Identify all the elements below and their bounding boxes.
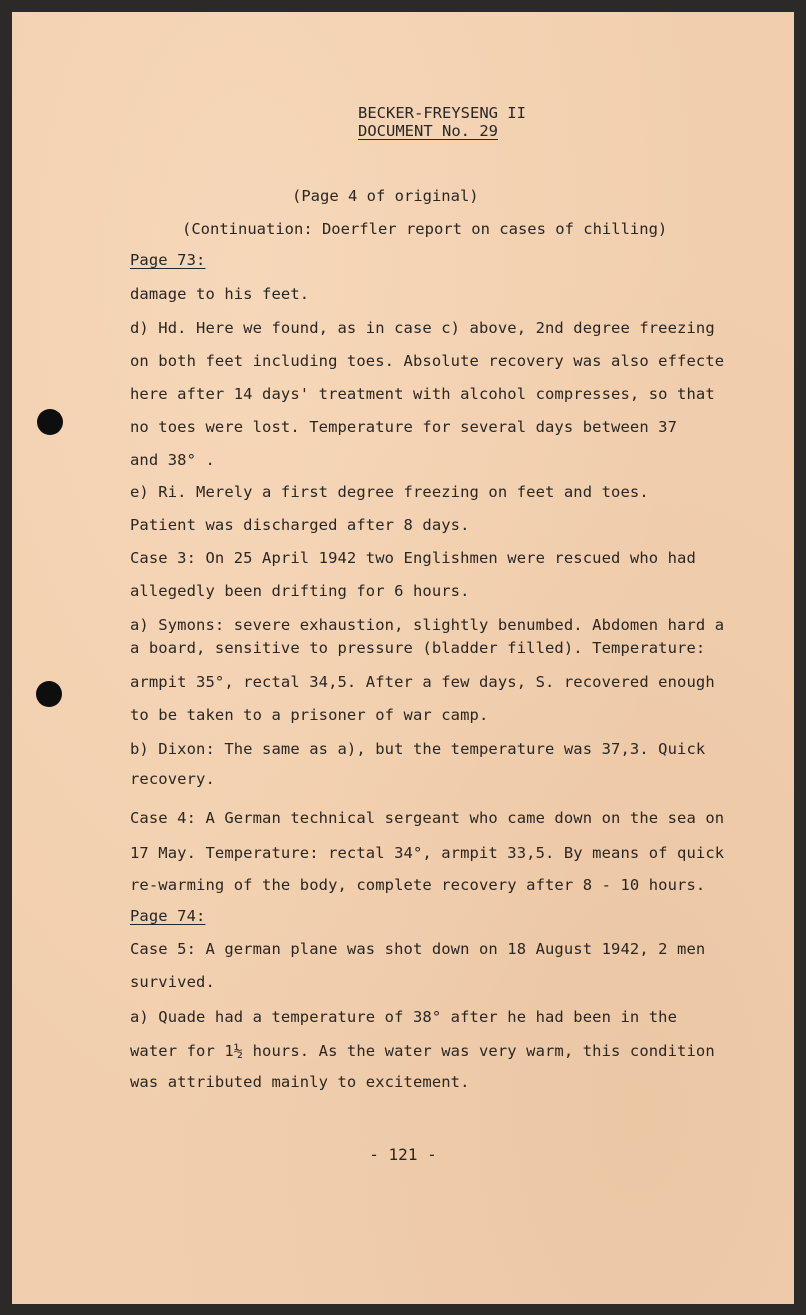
text-line: b) Dixon: The same as a), but the temperature was 37,3. Quick — [130, 740, 706, 758]
text-line: water for 1½ hours. As the water was very warm, this condition — [130, 1042, 715, 1060]
text-line: on both feet including toes. Absolute recovery was also effecte — [130, 352, 725, 370]
text-line: damage to his feet. — [130, 285, 310, 303]
text-line: recovery. — [130, 770, 215, 788]
continuation-note: (Continuation: Doerfler report on cases of chilling) — [182, 220, 668, 238]
text-line: to be taken to a prisoner of war camp. — [130, 706, 489, 724]
text-line: no toes were lost. Temperature for several days between 37 — [130, 418, 678, 436]
page-number: - 121 - — [369, 1145, 437, 1164]
punch-hole — [37, 409, 63, 435]
text-line: a board, sensitive to pressure (bladder filled). Temperature: — [130, 639, 706, 657]
text-line: armpit 35°, rectal 34,5. After a few days, S. recovered enough — [130, 673, 715, 691]
text-line: Case 3: On 25 April 1942 two Englishmen were rescued who had — [130, 549, 696, 567]
text-line: survived. — [130, 973, 215, 991]
header-line-2: DOCUMENT No. 29 — [358, 122, 498, 140]
text-line: 17 May. Temperature: rectal 34°, armpit 33,5. By means of quick — [130, 844, 725, 862]
text-line: re-warming of the body, complete recovery after 8 - 10 hours. — [130, 876, 706, 894]
text-line: d) Hd. Here we found, as in case c) above, 2nd degree freezing — [130, 319, 715, 337]
text-line: Case 5: A german plane was shot down on 18 August 1942, 2 men — [130, 940, 706, 958]
page-note: (Page 4 of original) — [292, 187, 479, 205]
text-line: Case 4: A German technical sergeant who came down on the sea on — [130, 809, 725, 827]
text-line: a) Quade had a temperature of 38° after he had been in the — [130, 1008, 678, 1026]
text-line: a) Symons: severe exhaustion, slightly benumbed. Abdomen hard a — [130, 616, 725, 634]
punch-hole — [36, 681, 62, 707]
text-line: was attributed mainly to excitement. — [130, 1073, 470, 1091]
text-line: Patient was discharged after 8 days. — [130, 516, 470, 534]
page-73-label: Page 73: — [130, 251, 206, 269]
text-line: here after 14 days' treatment with alcohol compresses, so that — [130, 385, 715, 403]
text-line: and 38° . — [130, 451, 215, 469]
page-74-label: Page 74: — [130, 907, 206, 925]
document-page — [12, 12, 794, 1304]
header-line-1: BECKER-FREYSENG II — [358, 104, 526, 122]
text-line: allegedly been drifting for 6 hours. — [130, 582, 470, 600]
text-line: e) Ri. Merely a first degree freezing on feet and toes. — [130, 483, 649, 501]
